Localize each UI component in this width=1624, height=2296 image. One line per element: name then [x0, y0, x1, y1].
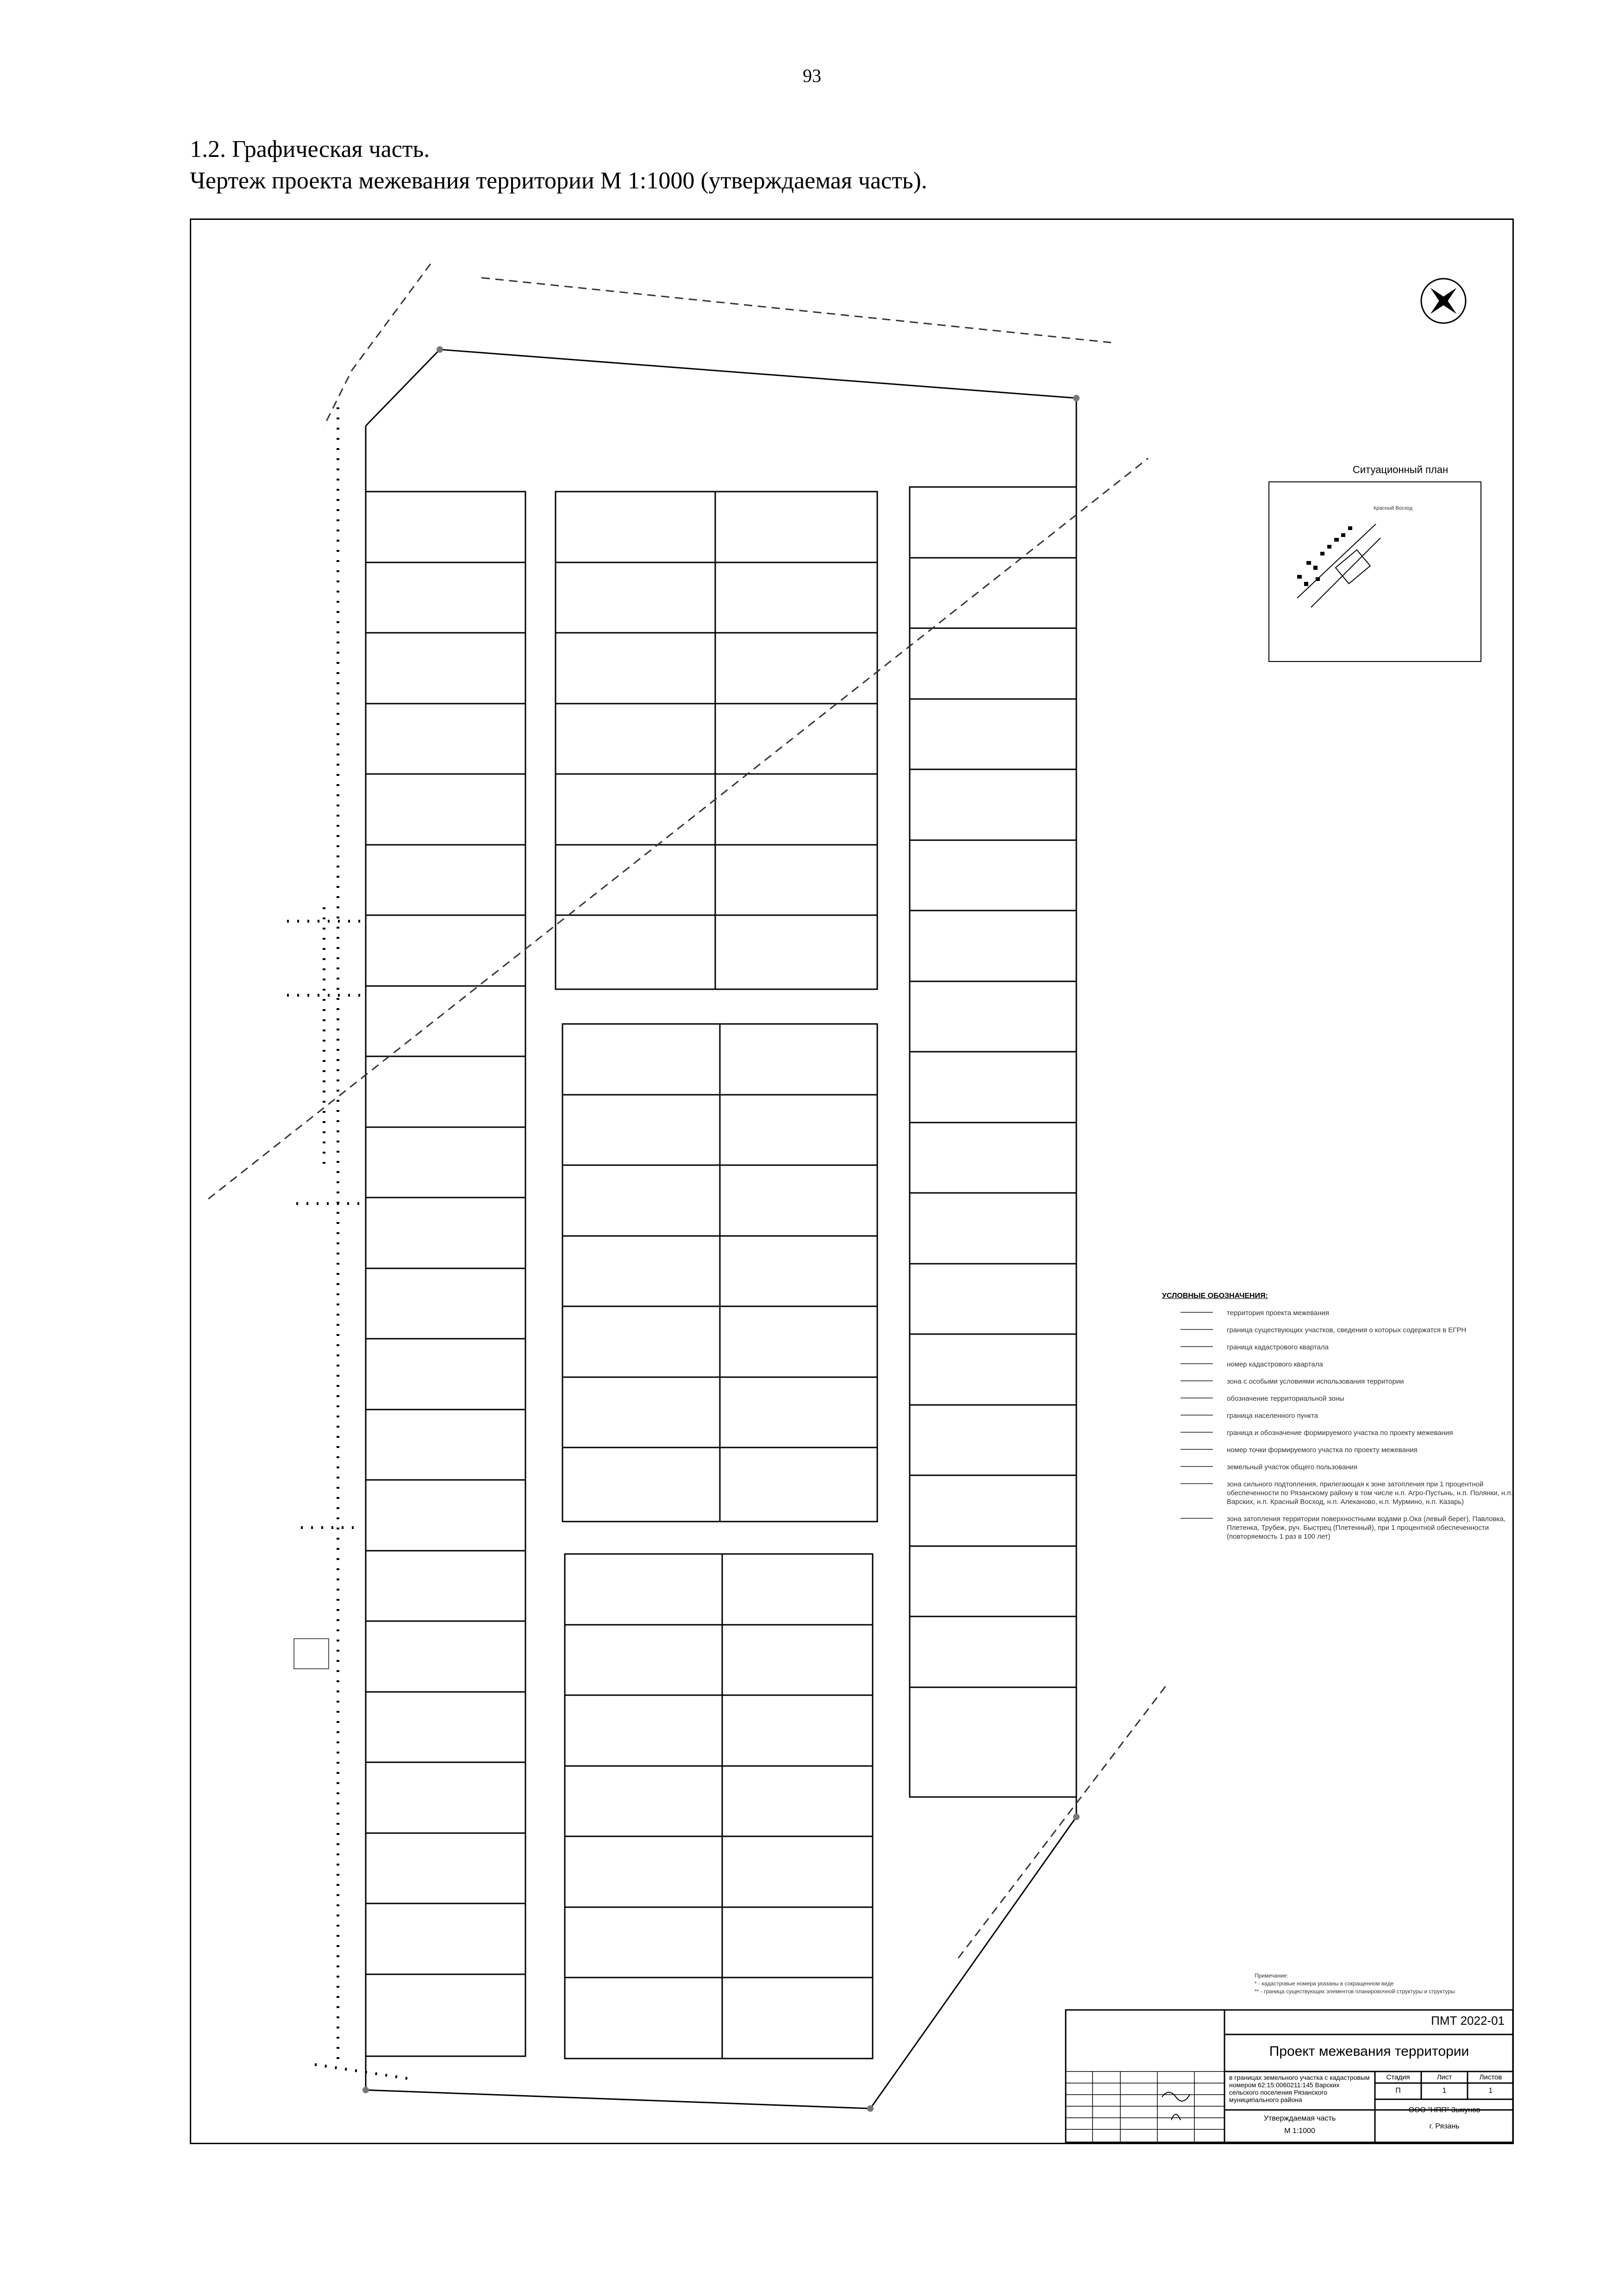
legend-item: номер точки формируемого участка по проекту межевания — [1162, 1446, 1514, 1454]
sheets-value: 1 — [1488, 2087, 1493, 2095]
sheets-header: Листов — [1479, 2073, 1502, 2081]
land-plots — [366, 487, 1076, 2059]
notes-title: Примечание: — [1255, 1972, 1288, 1979]
company-name: ООО "НПП" Зыкунов — [1408, 2106, 1480, 2114]
cadastral-quarter-line — [481, 278, 1111, 343]
legend — [1162, 1292, 1514, 1541]
legend-item: граница существующих участков, сведения о которых содержатся в ЕГРН — [1162, 1326, 1514, 1335]
city-name: г. Рязань — [1429, 2122, 1460, 2130]
north-arrow-icon — [1421, 279, 1466, 323]
section-heading: 1.2. Графическая часть. — [190, 136, 430, 162]
situation-plan-title: Ситуационный план — [1352, 464, 1449, 475]
stage-value: П — [1395, 2087, 1401, 2095]
scale-label: М 1:1000 — [1284, 2127, 1315, 2135]
legend-item: территория проекта межевания — [1162, 1309, 1514, 1317]
plot-markers — [362, 346, 1080, 2112]
legend-item: номер кадастрового квартала — [1162, 1360, 1514, 1369]
legend-item: зона затопления территории поверхностными водами р.Ока (левый берег), Павловка, Плетенка, Трубеж, руч. Быстрец (Плетенный), при 1 процентной обеспеченности (повторяемость 1 раз в 100 лет) — [1162, 1515, 1514, 1541]
legend-title: УСЛОВНЫЕ ОБОЗНАЧЕНИЯ: — [1162, 1292, 1268, 1300]
sheet-header: Лист — [1437, 2073, 1452, 2081]
note-line: ** - граница существующих элементов планировочной структуры и структуры — [1255, 1988, 1455, 1995]
legend-item: зона сильного подтопления, прилегающая к зоне затопления при 1 процентной обеспеченности по Рязанскому району в том числе н.п. Агро-Пустынь, н.п. Полянки, н.п. Варских, н.п. Красный Восход, н.п. Алеканово, н.п. Мурмино, н.п. Казарь) — [1162, 1480, 1514, 1506]
legend-item: граница и обозначение формируемого участка по проекту межевания — [1162, 1429, 1514, 1437]
zone-line — [208, 458, 1148, 1199]
legend-item: граница кадастрового квартала — [1162, 1343, 1514, 1352]
document-code: ПМТ 2022-01 — [1431, 2014, 1505, 2028]
legend-item: граница населенного пункта — [1162, 1411, 1514, 1420]
situation-plan-label: Красный Восход — [1374, 505, 1412, 511]
legend-item: зона с особыми условиями использования территории — [1162, 1377, 1514, 1386]
legend-item: обозначение территориальной зоны — [1162, 1394, 1514, 1403]
stage-header: Стадия — [1386, 2073, 1410, 2081]
part-label: Утверждаемая часть — [1263, 2115, 1336, 2122]
situation-plan — [1268, 481, 1481, 662]
road-line — [324, 264, 431, 426]
territory-boundary-left — [366, 426, 1076, 2109]
plot-divisions — [366, 558, 1076, 1978]
sheet-value: 1 — [1442, 2087, 1447, 2095]
legend-item: земельный участок общего пользования — [1162, 1463, 1514, 1472]
zone-line-south — [958, 1685, 1167, 1958]
note-line: * - кадастровые номера указаны в сокращенном виде — [1255, 1980, 1394, 1987]
territory-boundary — [366, 349, 1076, 491]
project-description: в границах земельного участка с кадастровым номером 62:15:0060211:145 Варских сельского поселения Рязанского муниципального района — [1229, 2074, 1370, 2103]
title-block — [1065, 2009, 1514, 2143]
drawing-caption: Чертеж проекта межевания территории М 1:1000 (утверждаемая часть). — [190, 168, 927, 194]
project-title: Проект межевания территории — [1269, 2044, 1469, 2059]
page-number: 93 — [803, 65, 821, 86]
drawing-notes — [1255, 1972, 1514, 1996]
building-outline — [294, 1639, 329, 1669]
